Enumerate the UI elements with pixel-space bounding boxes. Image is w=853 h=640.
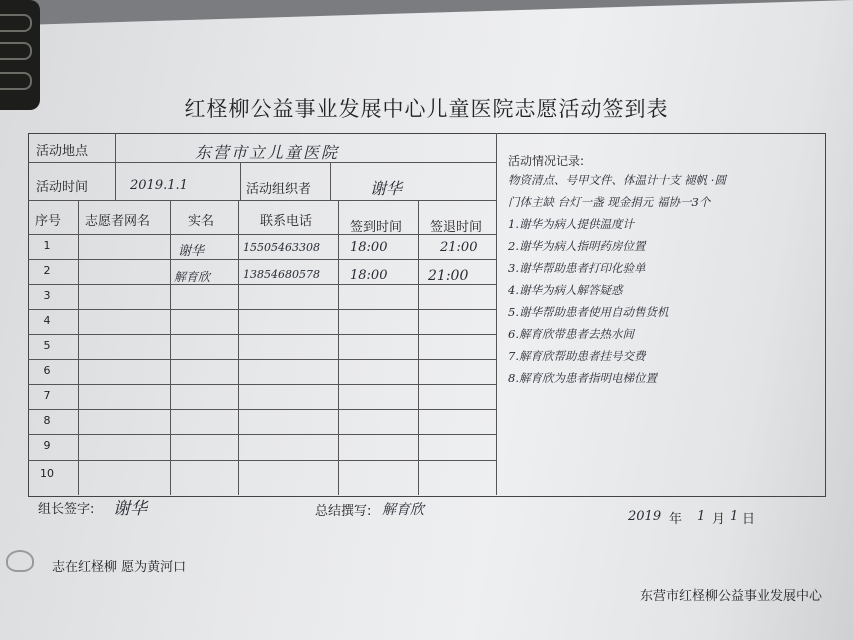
column-divider: [338, 200, 339, 495]
col-header-checkout: 签退时间: [430, 220, 483, 235]
column-divider: [78, 200, 79, 495]
organizer-label: 活动组织者: [246, 182, 312, 197]
row-number: 4: [43, 314, 51, 327]
row-divider: [28, 409, 496, 410]
row-divider: [28, 359, 496, 360]
row-number: 10: [40, 467, 54, 480]
column-divider: [496, 133, 497, 495]
row-divider: [28, 334, 496, 335]
column-divider: [170, 200, 171, 495]
date-day: 1: [730, 509, 739, 524]
date-year-suffix: 年: [669, 512, 683, 527]
org-logo-icon: [6, 550, 34, 572]
row-number: 7: [43, 389, 51, 402]
row-name: 解育欣: [174, 270, 211, 284]
row-checkin: 18:00: [350, 268, 388, 283]
date-month-suffix: 月: [712, 512, 726, 527]
time-label: 活动时间: [36, 180, 89, 195]
date-month: 1: [697, 509, 706, 524]
col-header-phone: 联系电话: [260, 214, 313, 229]
location-value: 东营市立儿童医院: [195, 143, 340, 162]
col-header-nickname: 志愿者网名: [85, 214, 151, 229]
row-divider: [28, 259, 496, 260]
leader-signature: 谢华: [113, 499, 147, 519]
note-line: 6.解育欣带患者去热水间: [508, 327, 634, 341]
note-line: 8.解育欣为患者指明电梯位置: [508, 371, 657, 385]
row-divider: [28, 309, 496, 310]
row-number: 2: [43, 264, 51, 277]
row-divider: [28, 460, 496, 461]
note-line: 1.谢华为病人提供温度计: [508, 217, 634, 231]
binder-ring: [0, 72, 32, 90]
column-divider: [115, 133, 116, 200]
row-divider: [28, 284, 496, 285]
org-name: 东营市红柽柳公益事业发展中心: [640, 589, 823, 604]
summary-signature: 解育欣: [382, 502, 424, 518]
col-header-checkin: 签到时间: [350, 220, 403, 235]
col-header-name: 实名: [188, 214, 215, 229]
date-year: 2019: [628, 509, 662, 524]
row-number: 3: [43, 289, 51, 302]
row-number: 9: [43, 439, 51, 452]
row-divider: [28, 434, 496, 435]
column-divider: [240, 162, 241, 200]
row-divider: [28, 234, 496, 235]
binder-ring: [0, 42, 32, 60]
date-day-suffix: 日: [742, 512, 756, 527]
note-line: 2.谢华为病人指明药房位置: [508, 239, 646, 253]
location-label: 活动地点: [36, 144, 89, 159]
time-value: 2019.1.1: [130, 178, 188, 193]
note-line: 5.谢华帮助患者使用自动售货机: [508, 305, 669, 319]
row-name: 谢华: [178, 244, 205, 259]
note-line: 3.谢华帮助患者打印化验单: [508, 261, 646, 275]
summary-label: 总结撰写:: [315, 504, 372, 519]
row-divider: [28, 384, 496, 385]
row-number: 1: [43, 239, 51, 252]
row-checkout: 21:00: [428, 268, 469, 284]
row-checkin: 18:00: [350, 240, 388, 255]
note-line: 物资清点、号甲文件、体温计十支 褪帆 ·圆: [508, 173, 726, 187]
row-phone: 13854680578: [243, 268, 320, 281]
column-divider: [238, 200, 239, 495]
col-header-no: 序号: [35, 214, 62, 229]
notes-title: 活动情况记录:: [508, 154, 585, 168]
slogan: 志在红柽柳 愿为黄河口: [52, 560, 187, 575]
binder-ring: [0, 14, 32, 32]
form-title: 红柽柳公益事业发展中心儿童医院志愿活动签到表: [184, 97, 669, 121]
row-number: 5: [43, 339, 51, 352]
note-line: 7.解育欣帮助患者挂号交费: [508, 349, 646, 363]
note-line: 门体主缺 台灯一盏 现金捐元 福协一3个: [508, 195, 711, 209]
row-number: 6: [43, 364, 51, 377]
row-phone: 15505463308: [243, 241, 320, 254]
leader-sign-label: 组长签字:: [38, 502, 95, 517]
row-divider: [28, 200, 496, 201]
row-number: 8: [43, 414, 51, 427]
column-divider: [418, 200, 419, 495]
column-divider: [330, 162, 331, 200]
activity-notes: [508, 152, 823, 389]
note-line: 4.谢华为病人解答疑惑: [508, 283, 623, 297]
organizer-value: 谢华: [370, 179, 403, 198]
row-checkout: 21:00: [440, 240, 478, 255]
